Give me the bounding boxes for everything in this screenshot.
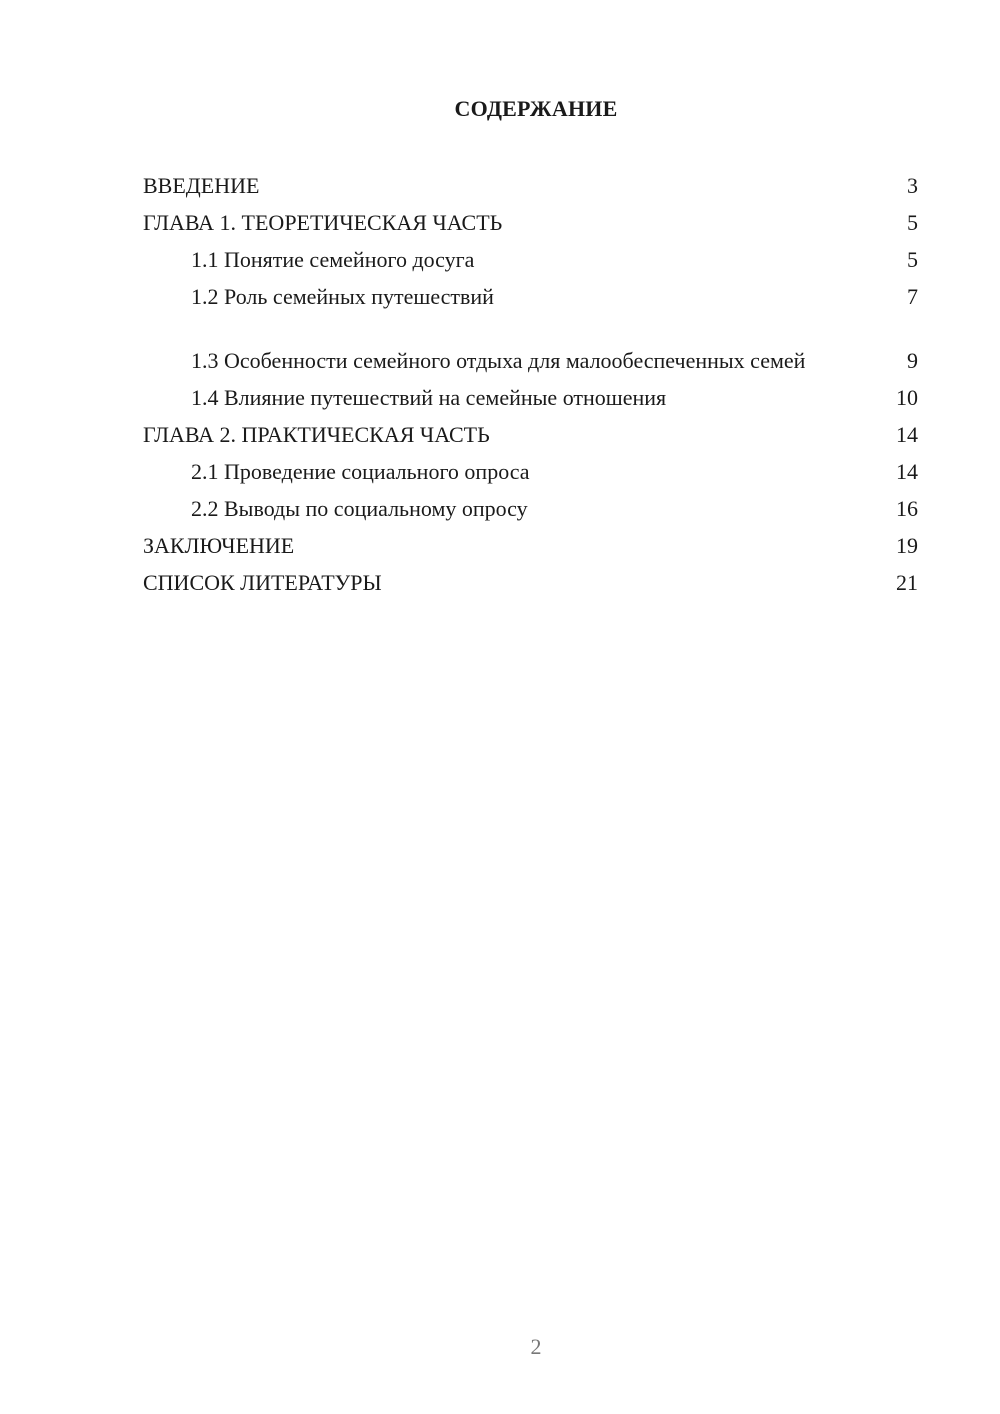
toc-title: СОДЕРЖАНИЕ: [454, 96, 618, 121]
toc-entry-text: СПИСОК ЛИТЕРАТУРЫ: [143, 570, 382, 595]
table-of-contents: [143, 168, 918, 602]
toc-entry-page: 21: [896, 570, 918, 595]
toc-entry-introduction[interactable]: [143, 168, 918, 205]
toc-entry-conclusion[interactable]: [143, 528, 918, 565]
toc-entry-text: ВВЕДЕНИЕ: [143, 173, 260, 198]
toc-entry-text: 1.3 Особенности семейного отдыха для малообеспеченных семей: [191, 348, 806, 373]
toc-entry-section-1-2[interactable]: [143, 279, 918, 316]
toc-entry-page: 19: [896, 533, 918, 558]
toc-entry-page: 14: [896, 459, 918, 484]
toc-entry-chapter-2[interactable]: [143, 417, 918, 454]
toc-entry-page: 10: [896, 385, 918, 410]
toc-entry-section-2-1[interactable]: [143, 454, 918, 491]
toc-entry-page: 5: [907, 247, 918, 272]
toc-entry-page: 5: [907, 210, 918, 235]
toc-entry-text: 2.2 Выводы по социальному опросу: [191, 496, 528, 521]
toc-entry-page: 7: [907, 284, 918, 309]
toc-entry-text: ЗАКЛЮЧЕНИЕ: [143, 533, 295, 558]
toc-entry-text: 1.4 Влияние путешествий на семейные отношения: [191, 385, 667, 410]
toc-entry-text: 2.1 Проведение социального опроса: [191, 459, 530, 484]
toc-entry-section-2-2[interactable]: [143, 491, 918, 528]
toc-entry-page: 9: [907, 348, 918, 373]
toc-entry-text: ГЛАВА 2. ПРАКТИЧЕСКАЯ ЧАСТЬ: [143, 422, 490, 447]
toc-entry-section-1-1[interactable]: [143, 242, 918, 279]
toc-entry-page: 16: [896, 496, 918, 521]
toc-entry-page: 14: [896, 422, 918, 447]
toc-entry-text: 1.1 Понятие семейного досуга: [191, 247, 475, 272]
toc-entry-section-1-4[interactable]: [143, 380, 918, 417]
toc-entry-text: ГЛАВА 1. ТЕОРЕТИЧЕСКАЯ ЧАСТЬ: [143, 210, 503, 235]
toc-entry-chapter-1[interactable]: [143, 205, 918, 242]
page-number: 2: [530, 1334, 542, 1359]
toc-entry-text: 1.2 Роль семейных путешествий: [191, 284, 494, 309]
toc-entry-bibliography[interactable]: [143, 565, 918, 602]
toc-entry-page: 3: [907, 173, 918, 198]
toc-entry-section-1-3[interactable]: [143, 316, 918, 380]
